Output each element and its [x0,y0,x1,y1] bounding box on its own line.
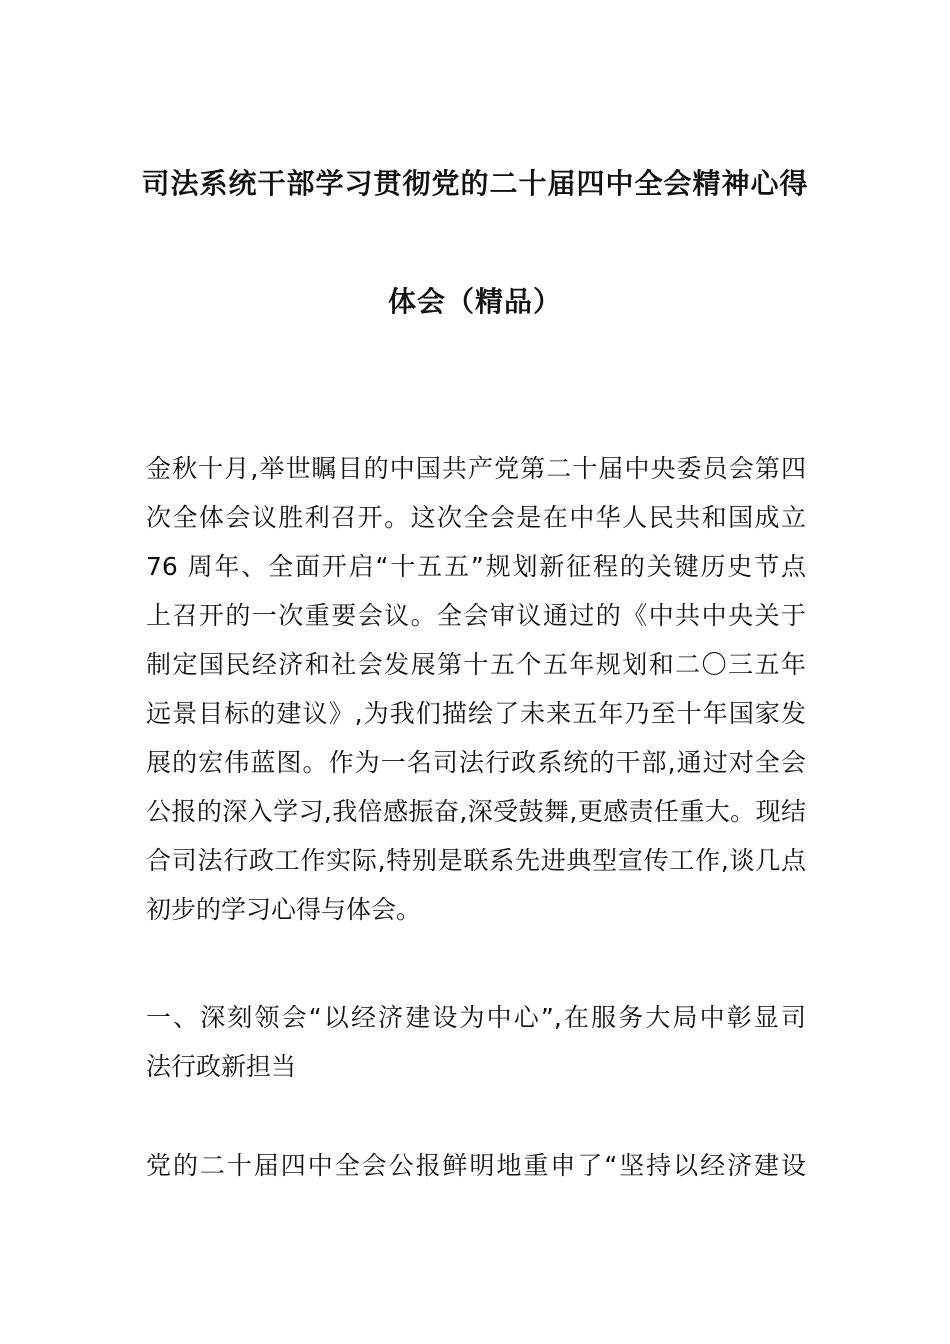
text-line: 制定国民经济和社会发展第十五个五年规划和二〇三五年 [146,650,806,679]
document-title-line-2: 体会（精品） [387,285,562,318]
text-line: 党的二十届四中全会公报鲜明地重申了“坚持以经济建设 [146,1151,806,1180]
section-1-paragraph [146,1141,806,1190]
text-line: 合司法行政工作实际,特别是联系先进典型宣传工作,谈几点 [146,846,806,875]
text-line: 次全体会议胜利召开。这次全会是在中华人民共和国成立 [146,503,806,532]
text-line: 76 周年、全面开启“十五五”规划新征程的关键历史节点 [146,552,806,581]
heading-line: 一、深刻领会“以经济建设为中心”,在服务大局中彰显司 [146,1003,806,1032]
text-line: 展的宏伟蓝图。作为一名司法行政系统的干部,通过对全会 [146,748,806,777]
text-line: 远景目标的建议》,为我们描绘了未来五年乃至十年国家发 [146,699,806,728]
text-line: 公报的深入学习,我倍感振奋,深受鼓舞,更感责任重大。现结 [146,797,806,826]
heading-line: 法行政新担当 [146,1052,297,1081]
document-title-line-1: 司法系统干部学习贯彻党的二十届四中全会精神心得 [141,167,809,200]
intro-paragraph [146,444,806,934]
text-line: 初步的学习心得与体会。 [146,895,422,924]
section-heading-1 [146,993,806,1091]
text-line: 金秋十月,举世瞩目的中国共产党第二十届中央委员会第四 [146,454,806,483]
text-line: 上召开的一次重要会议。全会审议通过的《中共中央关于 [146,601,806,630]
